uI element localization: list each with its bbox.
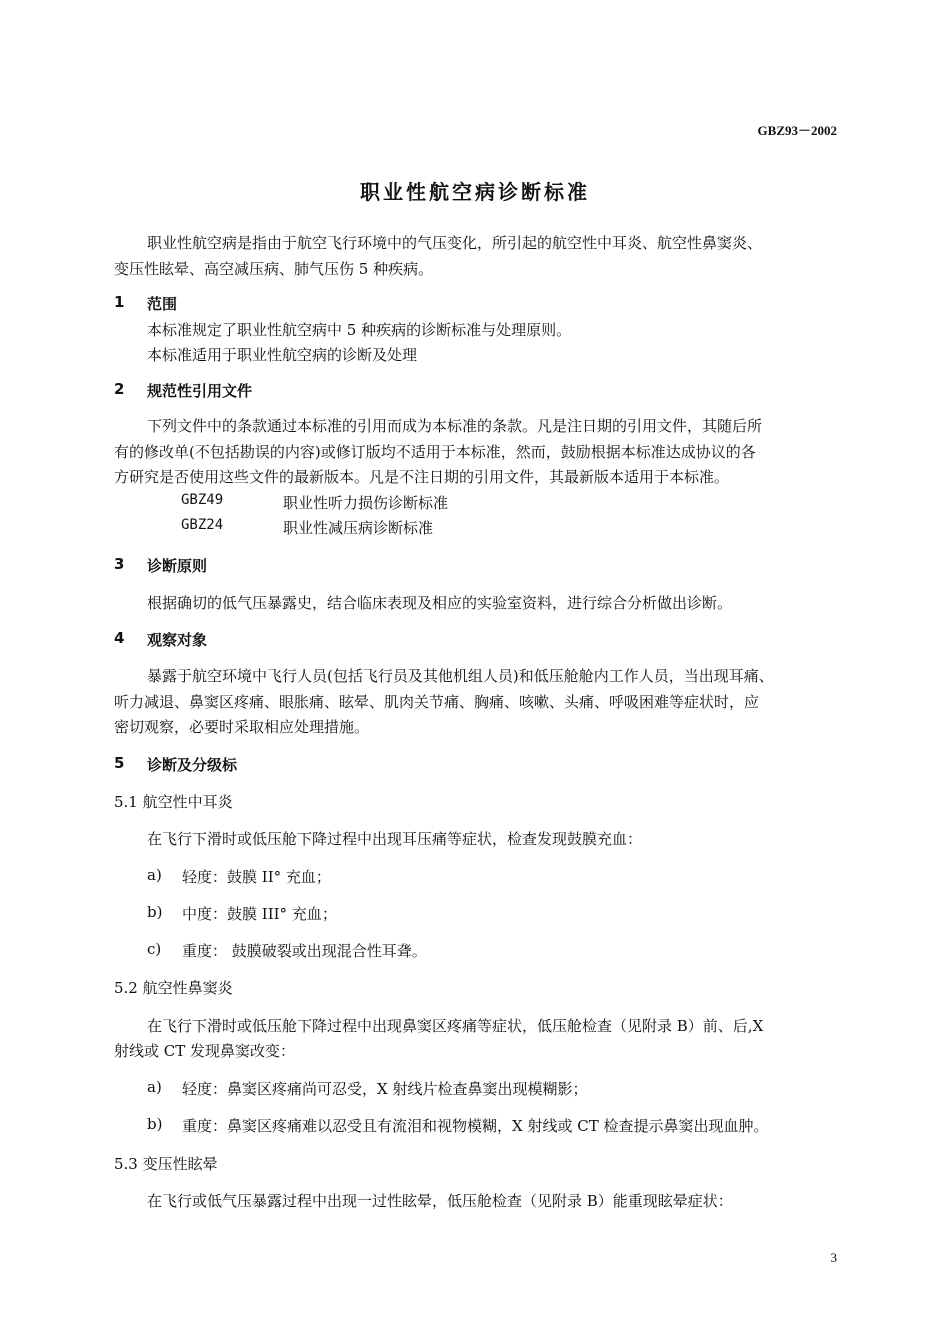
- paragraph-line: 听力减退、鼻窦区疼痛、眼胀痛、眩晕、肌肉关节痛、胸痛、咳嗽、头痛、呼吸困难等症状时，应: [114, 693, 760, 711]
- paragraph-line: 在飞行下滑时或低压舱下降过程中出现鼻窦区疼痛等症状，低压舱检查（见附录 B）前、后,X: [147, 1017, 764, 1035]
- reference-code: GBZ24: [181, 517, 224, 533]
- list-item-label: c): [147, 940, 162, 958]
- section-number: 2: [114, 380, 125, 398]
- list-item-text: 轻度：鼻窦区疼痛尚可忍受，X 射线片检查鼻窦出现模糊影；: [182, 1080, 588, 1098]
- section-heading: 规范性引用文件: [147, 382, 253, 400]
- section-heading: 诊断原则: [147, 557, 208, 575]
- paragraph-line: 射线或 CT 发现鼻窦改变：: [114, 1042, 296, 1060]
- paragraph-line: 密切观察，必要时采取相应处理措施。: [114, 718, 370, 736]
- subsection-heading: 5.2 航空性鼻窦炎: [114, 979, 233, 997]
- reference-code: GBZ49: [181, 492, 224, 508]
- paragraph-line: 有的修改单(不包括勘误的内容)或修订版均不适用于本标准，然而，鼓励根据本标准达成协议的各: [114, 443, 756, 461]
- subsection-heading: 5.3 变压性眩晕: [114, 1155, 218, 1173]
- paragraph-line: 在飞行或低气压暴露过程中出现一过性眩晕，低压舱检查（见附录 B）能重现眩晕症状：: [147, 1192, 733, 1210]
- list-item-label: a): [147, 1078, 162, 1096]
- paragraph-line: 方研究是否使用这些文件的最新版本。凡是不注日期的引用文件，其最新版本适用于本标准。: [114, 468, 730, 486]
- intro-line-2: 变压性眩晕、高空减压病、肺气压伤 5 种疾病。: [114, 260, 434, 278]
- reference-title: 职业性减压病诊断标准: [283, 519, 434, 537]
- section-heading: 范围: [147, 295, 178, 313]
- list-item-label: b): [147, 1115, 163, 1133]
- intro-line-1: 职业性航空病是指由于航空飞行环境中的气压变化，所引起的航空性中耳炎、航空性鼻窦炎、: [147, 234, 763, 252]
- standard-number: GBZ93－2002: [757, 123, 837, 138]
- section-number: 4: [114, 629, 125, 647]
- list-item-text: 重度：鼻窦区疼痛难以忍受且有流泪和视物模糊，X 射线或 CT 检查提示鼻窦出现血肿。: [182, 1117, 769, 1135]
- paragraph-line: 根据确切的低气压暴露史，结合临床表现及相应的实验室资料，进行综合分析做出诊断。: [147, 594, 733, 612]
- list-item-label: a): [147, 866, 162, 884]
- list-item-text: 中度：鼓膜 III° 充血；: [182, 905, 337, 923]
- section-number: 1: [114, 293, 125, 311]
- reference-title: 职业性听力损伤诊断标准: [283, 494, 449, 512]
- paragraph-line: 本标准规定了职业性航空病中 5 种疾病的诊断标准与处理原则。: [147, 321, 572, 339]
- paragraph-line: 在飞行下滑时或低压舱下降过程中出现耳压痛等症状，检查发现鼓膜充血：: [147, 830, 643, 848]
- section-number: 3: [114, 555, 125, 573]
- list-item-label: b): [147, 903, 163, 921]
- paragraph-line: 下列文件中的条款通过本标准的引用而成为本标准的条款。凡是注日期的引用文件，其随后所: [147, 417, 763, 435]
- list-item-text: 轻度：鼓膜 II° 充血；: [182, 868, 331, 886]
- paragraph-line: 本标准适用于职业性航空病的诊断及处理: [147, 346, 418, 364]
- section-number: 5: [114, 754, 125, 772]
- section-heading: 观察对象: [147, 631, 208, 649]
- page-title: 职业性航空病诊断标准: [360, 180, 590, 204]
- list-item-text: 重度： 鼓膜破裂或出现混合性耳聋。: [182, 942, 427, 960]
- section-heading: 诊断及分级标: [147, 756, 238, 774]
- paragraph-line: 暴露于航空环境中飞行人员(包括飞行员及其他机组人员)和低压舱舱内工作人员，当出现耳痛、: [147, 667, 774, 685]
- subsection-heading: 5.1 航空性中耳炎: [114, 793, 233, 811]
- page-number: 3: [830, 1250, 837, 1265]
